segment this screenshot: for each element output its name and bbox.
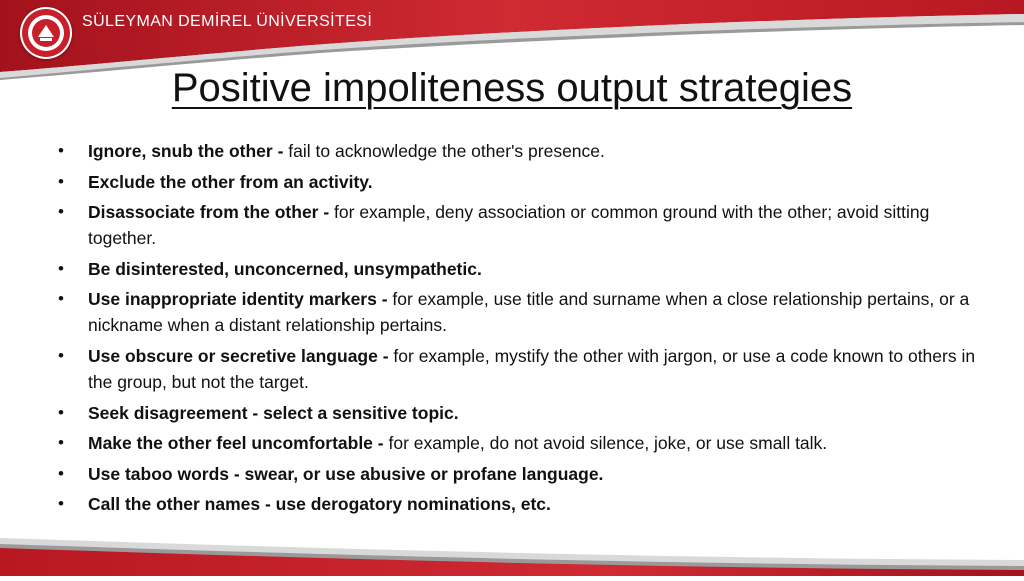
- strategy-name: Use obscure or secretive language -: [88, 345, 389, 366]
- strategy-name: Make the other feel uncomfortable -: [88, 433, 384, 454]
- strategy-name: Exclude the other from an activity.: [88, 171, 373, 192]
- list-item: [56, 491, 976, 517]
- list-item: [56, 199, 976, 251]
- strategy-name: Be disinterested, unconcerned, unsympathetic.: [88, 258, 482, 279]
- strategy-description: fail to acknowledge the other's presence.: [283, 141, 605, 161]
- list-item: [56, 286, 976, 338]
- university-name: SÜLEYMAN DEMİREL ÜNİVERSİTESİ: [82, 13, 373, 30]
- list-item: [56, 343, 976, 395]
- university-logo: [20, 7, 72, 59]
- strategy-list: [56, 138, 976, 522]
- list-item: [56, 461, 976, 487]
- list-item: [56, 430, 976, 456]
- list-item: [56, 169, 976, 195]
- footer-swoosh: [0, 520, 1024, 576]
- strategy-name: Disassociate from the other -: [88, 202, 330, 223]
- slide-title: [0, 62, 1024, 114]
- strategy-name: Use taboo words - swear, or use abusive or profane language.: [88, 463, 604, 484]
- strategy-description: for example, deny association or common ground with the other; avoid sitting together.: [88, 202, 930, 249]
- university-seal-icon: [20, 7, 72, 59]
- strategy-name: Ignore, snub the other -: [88, 141, 284, 161]
- list-item: [56, 400, 976, 426]
- strategy-name: Seek disagreement - select a sensitive topic.: [88, 402, 459, 423]
- strategy-name: Use inappropriate identity markers -: [88, 289, 388, 310]
- strategy-description: for example, use title and surname when a close relationship pertains, or a nickname when a distant relationship pertains.: [88, 289, 970, 336]
- strategy-description: for example, do not avoid silence, joke, or use small talk.: [383, 433, 828, 454]
- strategy-description: for example, mystify the other with jargon, or use a code known to others in the group, but not the target.: [88, 345, 976, 392]
- slide-title-text: Positive impoliteness output strategies: [171, 66, 853, 110]
- list-item: [56, 256, 976, 282]
- footer-band: [0, 520, 1024, 576]
- strategy-name: Call the other names - use derogatory nominations, etc.: [88, 494, 551, 515]
- list-item: [56, 138, 976, 164]
